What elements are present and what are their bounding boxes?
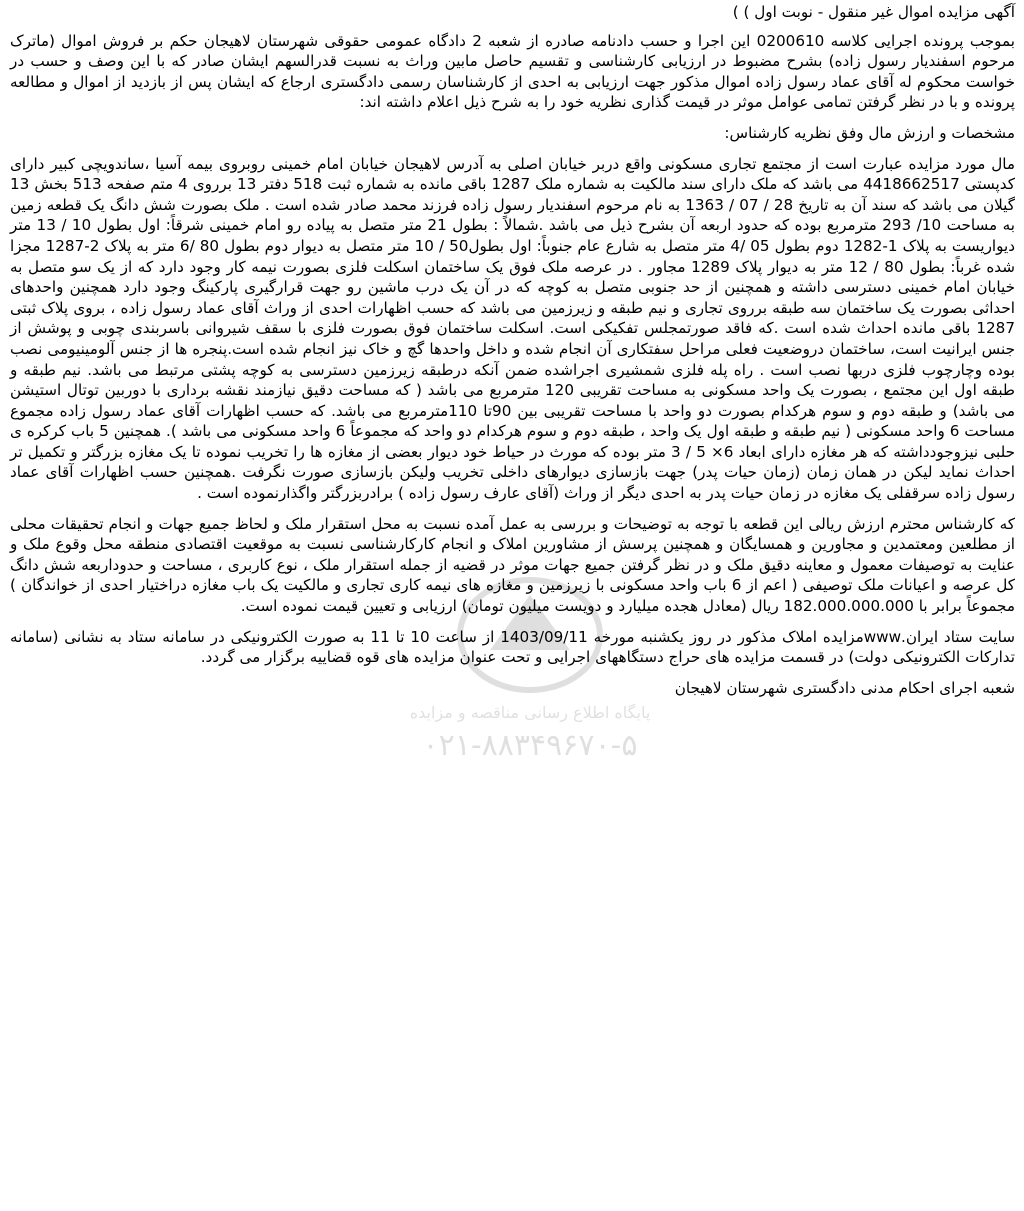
issuing-office-signature: شعبه اجرای احکام مدنی دادگستری شهرستان لاهیجان bbox=[674, 678, 1015, 697]
watermark-caption: پایگاه اطلاع رسانی مناقصه و مزایده bbox=[409, 703, 651, 722]
notice-title: آگهی مزایده اموال غیر منقول - نوبت اول ) ) bbox=[732, 3, 1015, 21]
notice-body bbox=[10, 2, 1015, 698]
auction-info-paragraph: سایت ستاد ایران.wwwمزایده املاک مذکور در روز یکشنبه مورخه 1403/09/11 از ساعت 10 تا 11 به صورت الکترونیکی در سامانه ستاد به نشانی (سامانه تدارکات الکترونیکی دولت) در قسمت مزایده های حراج دستگاههای اجرایی و تحت عنوان مزایده های قوه قضاییه برگزار می گردد. bbox=[10, 627, 1016, 667]
valuation-paragraph: که کارشناس محترم ارزش ریالی این قطعه با توجه به توضیحات و بررسی به عمل آمده نسبت به محل استقرار ملک و لحاظ جمیع جهات و انجام تحقیقات محلی از مطلعین ومعتمدین و مجاورین و همسایگان و همچنین پرسش از مشاورین املاک و انجام کارکارشناسی نسبت به موقعیت اقتصادی منطقه محل وقوع ملک و عنایت به توصیفات معمول و معاینه دقیق ملک و در نظر گرفتن جمیع جهات موثر در قضیه از جمله استقرار ملک ، نوع کاربری ، مساحت و حدوداربعه شش دانگ کل عرصه و اعیانات ملک توصیفی ( اعم از 6 باب واحد مسکونی با زیرزمین و مغازه های نیمه کاری تجاری و مالکیت یک باب مغازه دراختیار احدی از خواندگان ) مجموعاً برابر با 182.000.000.000 ریال (معادل هجده میلیارد و دویست میلیون تومان) ارزیابی و تعیین قیمت نموده است. bbox=[10, 514, 1015, 616]
property-description-paragraph: مال مورد مزایده عبارت است از مجتمع تجاری مسکونی واقع دربر خیابان اصلی به آدرس لاهیجان خیابان امام خمینی روبروی بیمه آسیا ،ساندویچی کبیر دارای کدپستی 4418662517 می باشد که ملک دارای سند مالکیت به شماره ملک 1287 باقی مانده به شماره ثبت 518 دفتر 13 برروی 4 متم صفحه 513 بخش 13 گیلان می باشد که سند آن به تاریخ 28 / 07 / 1363 به نام مرحوم اسفندیار رسول زاده فرزند محمد صادر شده است . ملک بصورت شش دانگ یک قطعه زمین به مساحت 10/ 293 مترمربع بوده که حدود اربعه آن بشرح ذیل می باشد .شمالاً : بطول 21 متر متصل به پیاده رو امام خمینی شرقاً: اول بطول 10 / 13 متر دیواریست به پلاک 1-1282 دوم بطول 05 /4 متر متصل به شارع عام جنوباً: اول بطول50 / 10 متر متصل به دیوار دوم بطول 80 /6 متر به پلاک 2-1287 مجزا شده غرباً: بطول 80 / 12 متر به دیوار پلاک 1289 مجاور . در عرصه ملک فوق یک ساختمان اسکلت فلزی بصورت نیمه کار وجود دارد که از یک سو متصل به خیابان امام خمینی دسترسی داشته و همچنین از حد جنوبی متصل به کوچه که در آن یک درب ماشین رو جهت قرارگیری پارکینگ وجود دارد همچنین واحدهای احداثی بصورت یک ساختمان سه طبقه برروی تجاری و نیم طبقه و زیرزمین می باشد که حسب اظهارات احدی از وراث آقای عماد رسول زاده ، بروی پلاک ثبتی 1287 باقی مانده احداث شده است .که فاقد صورتمجلس تفکیکی است. اسکلت ساختمان فوق بصورت فلزی با سقف شیروانی باسربندی چوبی و پوشش از جنس ایرانیت است، ساختمان دروضعیت فعلی مراحل سفتکاری آن انجام شده و داخل واحدها گچ و خاک نیز انجام شده است.پنجره ها از جنس آلومینیومی نصب بوده وچارچوب فلزی دربها نصب است . راه پله فلزی شمشیری اجراشده ضمن آنکه درطبقه زیرزمین دسترسی به کوچه پشتی مرتبط می باشد. نیم طبقه و طبقه اول این مجتمع ، بصورت یک واحد مسکونی به مساحت تقریبی 120 مترمربع می باشد ( که مساحت دقیق نیازمند نقشه برداری با دوربین توتال استیشن می باشد) و طبقه دوم و سوم هرکدام بصورت دو واحد با مساحت تقریبی بین 90تا 110مترمربع می باشد. که حسب اظهارات آقای عماد رسول زاده مجموع مساحت 6 واحد مسکونی ( نیم طبقه و طبقه اول یک واحد ، طبقه دوم و سوم هرکدام دو واحد که مجموعاً 6 واحد مسکونی می باشد ). همچنین 5 باب کرکره ی حلبی نیزوجودداشته که هر مغازه دارای ابعاد 6× 5 / 3 متر بوده که مورث در حیاط خود دیوار بعضی از مغازه ها را تخریب نموده تا یک مغازه بزرگتر و تکمیل تر احداث نماید لیکن در همان زمان (زمان حیات پدر) جهت بازسازی دیوارهای داخلی تخریب ولیکن بازسازی صورت نگرفت .همچنین حسب اظهارات آقای عماد رسول زاده سرقفلی یک مغازه در زمان حیات پدر به احدی دیگر از وراث (آقای عارف رسول زاده ) برادربزرگتر واگذارنموده است . bbox=[10, 154, 1015, 503]
watermark-phone: ۰۲۱-۸۸۳۴۹۶۷۰-۵ bbox=[422, 728, 638, 763]
notice-intro-paragraph: بموجب پرونده اجرایی کلاسه 0200610 این اجرا و حسب دادنامه صادره از شعبه 2 دادگاه عمومی حقوقی شهرستان لاهیجان حکم بر فروش اموال (ماترک مرحوم اسفندیار رسول زاده) بشرح مضبوط در ارزیابی کارشناسی و تقسیم حاصل مابین وراث به نسبت قدرالسهم ایشان صادر که با این وصف و حسب در خواست محکوم له آقای عماد رسول زاده اموال مذکور جهت ارزیابی به احدی از کارشناسان رسمی دادگستری ارجاع که ایشان پس از بازدید از اموال و مطالعه پرونده و با در نظر گرفتن تمامی عوامل موثر در قیمت گذاری نظریه خود را به شرح ذیل اعلام داشته اند: bbox=[10, 31, 1015, 112]
specification-heading: مشخصات و ارزش مال وفق نظریه کارشناس: bbox=[724, 123, 1015, 142]
